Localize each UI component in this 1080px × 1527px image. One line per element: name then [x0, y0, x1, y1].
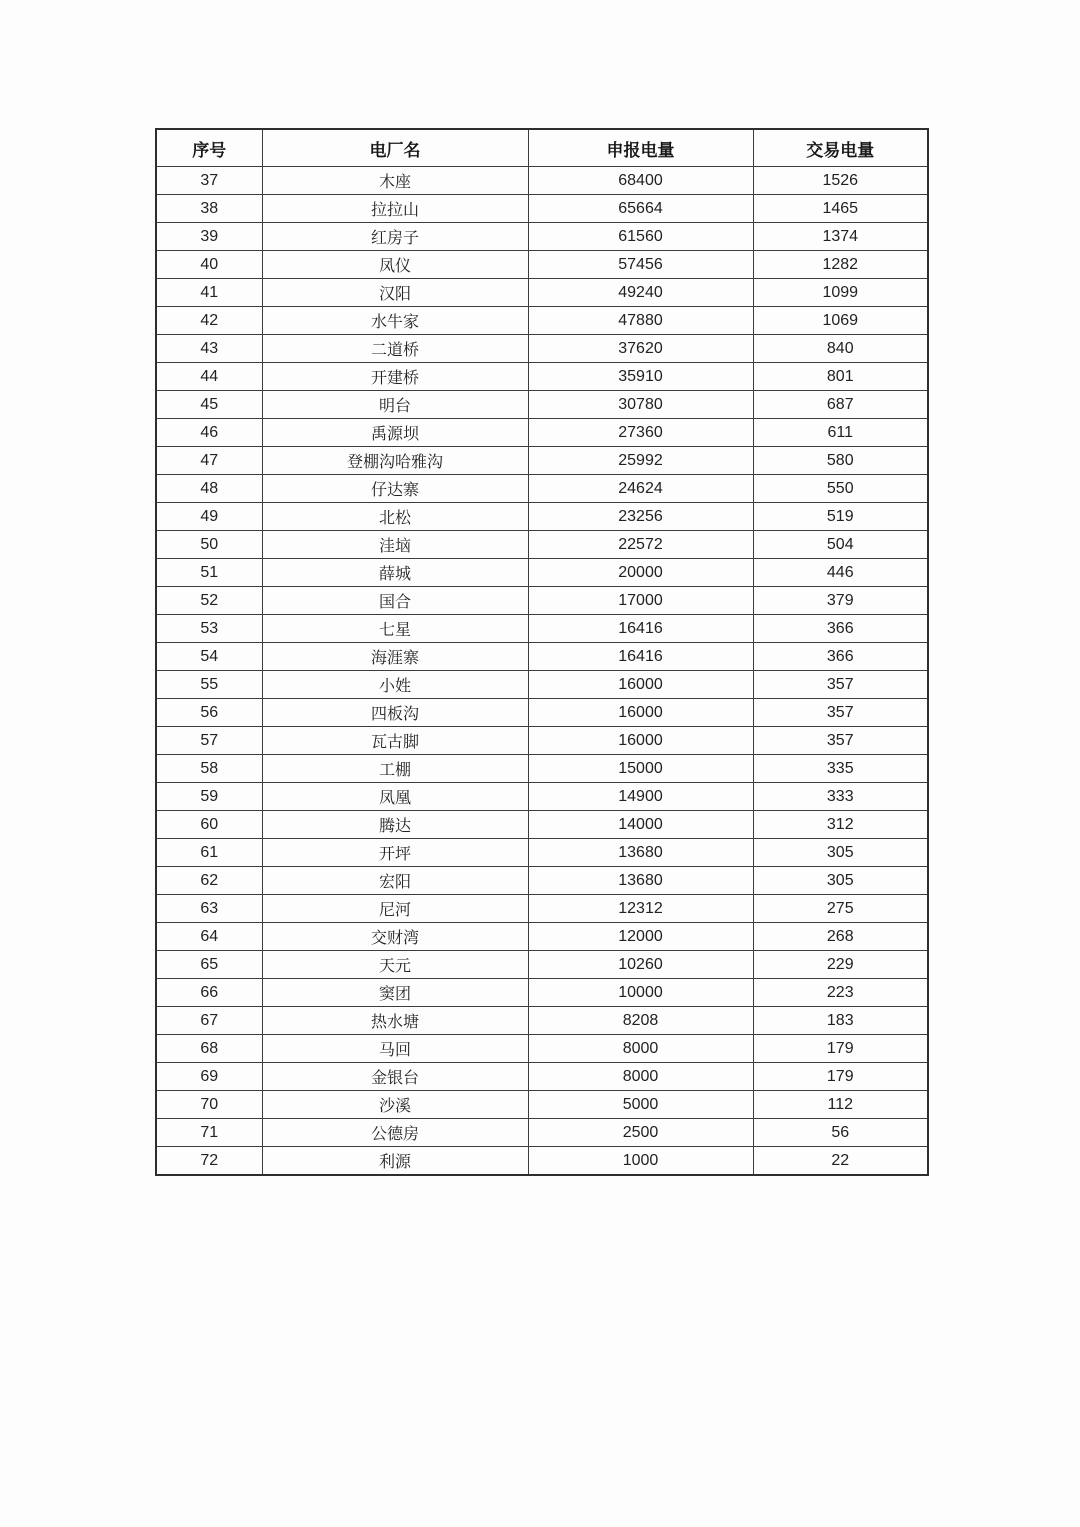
table-row	[156, 727, 928, 755]
cell-plant-name: 瓦古脚	[262, 727, 528, 755]
cell-seq: 59	[156, 783, 262, 811]
cell-plant-name: 凤凰	[262, 783, 528, 811]
cell-plant-name: 宏阳	[262, 867, 528, 895]
cell-traded-volume: 183	[753, 1007, 928, 1035]
table-body	[156, 167, 928, 1176]
cell-plant-name: 交财湾	[262, 923, 528, 951]
cell-declared-volume: 10000	[528, 979, 753, 1007]
table-row	[156, 223, 928, 251]
cell-traded-volume: 333	[753, 783, 928, 811]
table-row	[156, 363, 928, 391]
cell-plant-name: 水牛家	[262, 307, 528, 335]
table-row	[156, 503, 928, 531]
cell-plant-name: 公德房	[262, 1119, 528, 1147]
cell-plant-name: 国合	[262, 587, 528, 615]
cell-seq: 47	[156, 447, 262, 475]
cell-seq: 54	[156, 643, 262, 671]
table-row	[156, 951, 928, 979]
table-row	[156, 755, 928, 783]
cell-seq: 62	[156, 867, 262, 895]
cell-seq: 63	[156, 895, 262, 923]
cell-seq: 72	[156, 1147, 262, 1176]
cell-traded-volume: 1526	[753, 167, 928, 195]
table-row	[156, 1091, 928, 1119]
cell-declared-volume: 24624	[528, 475, 753, 503]
cell-plant-name: 北松	[262, 503, 528, 531]
cell-traded-volume: 229	[753, 951, 928, 979]
cell-declared-volume: 16000	[528, 699, 753, 727]
cell-traded-volume: 687	[753, 391, 928, 419]
cell-traded-volume: 1069	[753, 307, 928, 335]
table-row	[156, 335, 928, 363]
cell-traded-volume: 22	[753, 1147, 928, 1176]
cell-declared-volume: 8000	[528, 1063, 753, 1091]
table-row	[156, 671, 928, 699]
cell-traded-volume: 357	[753, 699, 928, 727]
cell-plant-name: 开坪	[262, 839, 528, 867]
table-row	[156, 1063, 928, 1091]
cell-traded-volume: 56	[753, 1119, 928, 1147]
cell-declared-volume: 13680	[528, 867, 753, 895]
cell-plant-name: 尼河	[262, 895, 528, 923]
cell-plant-name: 利源	[262, 1147, 528, 1176]
cell-traded-volume: 611	[753, 419, 928, 447]
cell-plant-name: 汉阳	[262, 279, 528, 307]
table-row	[156, 699, 928, 727]
cell-declared-volume: 25992	[528, 447, 753, 475]
cell-seq: 38	[156, 195, 262, 223]
cell-seq: 55	[156, 671, 262, 699]
cell-seq: 52	[156, 587, 262, 615]
cell-declared-volume: 35910	[528, 363, 753, 391]
cell-seq: 39	[156, 223, 262, 251]
cell-traded-volume: 357	[753, 727, 928, 755]
table-row	[156, 839, 928, 867]
table-row	[156, 195, 928, 223]
cell-traded-volume: 840	[753, 335, 928, 363]
cell-plant-name: 登棚沟哈雅沟	[262, 447, 528, 475]
cell-declared-volume: 30780	[528, 391, 753, 419]
cell-traded-volume: 275	[753, 895, 928, 923]
cell-plant-name: 凤仪	[262, 251, 528, 279]
cell-traded-volume: 366	[753, 643, 928, 671]
cell-traded-volume: 223	[753, 979, 928, 1007]
table-row	[156, 923, 928, 951]
cell-seq: 57	[156, 727, 262, 755]
cell-seq: 49	[156, 503, 262, 531]
cell-declared-volume: 10260	[528, 951, 753, 979]
cell-traded-volume: 519	[753, 503, 928, 531]
cell-plant-name: 小姓	[262, 671, 528, 699]
table-row	[156, 391, 928, 419]
table-row	[156, 531, 928, 559]
cell-declared-volume: 16000	[528, 727, 753, 755]
col-header-declared-volume: 申报电量	[528, 129, 753, 167]
table-row	[156, 1119, 928, 1147]
cell-plant-name: 热水塘	[262, 1007, 528, 1035]
table-row	[156, 167, 928, 195]
cell-declared-volume: 15000	[528, 755, 753, 783]
cell-declared-volume: 17000	[528, 587, 753, 615]
cell-seq: 51	[156, 559, 262, 587]
cell-declared-volume: 12000	[528, 923, 753, 951]
cell-plant-name: 马回	[262, 1035, 528, 1063]
cell-traded-volume: 305	[753, 839, 928, 867]
header-row	[156, 129, 928, 167]
cell-plant-name: 窦团	[262, 979, 528, 1007]
table-row	[156, 615, 928, 643]
cell-traded-volume: 179	[753, 1035, 928, 1063]
cell-traded-volume: 801	[753, 363, 928, 391]
cell-seq: 65	[156, 951, 262, 979]
cell-seq: 69	[156, 1063, 262, 1091]
cell-seq: 67	[156, 1007, 262, 1035]
col-header-seq: 序号	[156, 129, 262, 167]
cell-declared-volume: 23256	[528, 503, 753, 531]
cell-declared-volume: 68400	[528, 167, 753, 195]
cell-traded-volume: 312	[753, 811, 928, 839]
cell-plant-name: 薛城	[262, 559, 528, 587]
cell-declared-volume: 37620	[528, 335, 753, 363]
cell-seq: 61	[156, 839, 262, 867]
cell-seq: 48	[156, 475, 262, 503]
cell-traded-volume: 335	[753, 755, 928, 783]
cell-seq: 45	[156, 391, 262, 419]
col-header-traded-volume: 交易电量	[753, 129, 928, 167]
table-row	[156, 587, 928, 615]
cell-seq: 44	[156, 363, 262, 391]
cell-traded-volume: 366	[753, 615, 928, 643]
cell-plant-name: 禹源坝	[262, 419, 528, 447]
table-row	[156, 643, 928, 671]
cell-plant-name: 二道桥	[262, 335, 528, 363]
table-row	[156, 979, 928, 1007]
power-plant-table	[155, 128, 929, 1176]
cell-traded-volume: 550	[753, 475, 928, 503]
cell-seq: 40	[156, 251, 262, 279]
table-row	[156, 251, 928, 279]
cell-declared-volume: 14900	[528, 783, 753, 811]
cell-declared-volume: 27360	[528, 419, 753, 447]
cell-seq: 56	[156, 699, 262, 727]
cell-declared-volume: 20000	[528, 559, 753, 587]
cell-seq: 58	[156, 755, 262, 783]
table-row	[156, 559, 928, 587]
cell-declared-volume: 57456	[528, 251, 753, 279]
table-row	[156, 1147, 928, 1176]
cell-plant-name: 四板沟	[262, 699, 528, 727]
cell-declared-volume: 12312	[528, 895, 753, 923]
cell-seq: 42	[156, 307, 262, 335]
col-header-plant-name: 电厂名	[262, 129, 528, 167]
cell-traded-volume: 504	[753, 531, 928, 559]
table-row	[156, 1007, 928, 1035]
cell-seq: 64	[156, 923, 262, 951]
cell-plant-name: 工棚	[262, 755, 528, 783]
cell-declared-volume: 5000	[528, 1091, 753, 1119]
cell-declared-volume: 14000	[528, 811, 753, 839]
cell-plant-name: 木座	[262, 167, 528, 195]
cell-traded-volume: 580	[753, 447, 928, 475]
cell-seq: 68	[156, 1035, 262, 1063]
cell-seq: 50	[156, 531, 262, 559]
cell-plant-name: 腾达	[262, 811, 528, 839]
table-header-row	[156, 129, 928, 167]
table-row	[156, 1035, 928, 1063]
cell-seq: 70	[156, 1091, 262, 1119]
cell-traded-volume: 1465	[753, 195, 928, 223]
cell-traded-volume: 1374	[753, 223, 928, 251]
cell-plant-name: 拉拉山	[262, 195, 528, 223]
cell-seq: 41	[156, 279, 262, 307]
cell-traded-volume: 379	[753, 587, 928, 615]
cell-plant-name: 沙溪	[262, 1091, 528, 1119]
cell-plant-name: 金银台	[262, 1063, 528, 1091]
cell-seq: 53	[156, 615, 262, 643]
table-row	[156, 783, 928, 811]
cell-seq: 66	[156, 979, 262, 1007]
cell-traded-volume: 179	[753, 1063, 928, 1091]
table-row	[156, 419, 928, 447]
cell-declared-volume: 16416	[528, 615, 753, 643]
cell-declared-volume: 16416	[528, 643, 753, 671]
table-row	[156, 447, 928, 475]
cell-declared-volume: 8208	[528, 1007, 753, 1035]
table-row	[156, 475, 928, 503]
cell-declared-volume: 49240	[528, 279, 753, 307]
cell-declared-volume: 47880	[528, 307, 753, 335]
cell-plant-name: 开建桥	[262, 363, 528, 391]
cell-declared-volume: 61560	[528, 223, 753, 251]
cell-traded-volume: 305	[753, 867, 928, 895]
cell-seq: 71	[156, 1119, 262, 1147]
cell-traded-volume: 112	[753, 1091, 928, 1119]
cell-declared-volume: 22572	[528, 531, 753, 559]
cell-declared-volume: 65664	[528, 195, 753, 223]
cell-plant-name: 明台	[262, 391, 528, 419]
cell-traded-volume: 446	[753, 559, 928, 587]
cell-seq: 46	[156, 419, 262, 447]
cell-declared-volume: 1000	[528, 1147, 753, 1176]
cell-declared-volume: 8000	[528, 1035, 753, 1063]
cell-declared-volume: 13680	[528, 839, 753, 867]
table-row	[156, 867, 928, 895]
cell-plant-name: 仔达寨	[262, 475, 528, 503]
table-row	[156, 811, 928, 839]
cell-declared-volume: 2500	[528, 1119, 753, 1147]
cell-declared-volume: 16000	[528, 671, 753, 699]
cell-traded-volume: 1099	[753, 279, 928, 307]
table-row	[156, 895, 928, 923]
cell-plant-name: 红房子	[262, 223, 528, 251]
cell-plant-name: 洼垴	[262, 531, 528, 559]
table-row	[156, 279, 928, 307]
cell-plant-name: 天元	[262, 951, 528, 979]
cell-seq: 43	[156, 335, 262, 363]
cell-traded-volume: 268	[753, 923, 928, 951]
cell-plant-name: 海涯寨	[262, 643, 528, 671]
cell-traded-volume: 1282	[753, 251, 928, 279]
cell-seq: 60	[156, 811, 262, 839]
cell-plant-name: 七星	[262, 615, 528, 643]
table-row	[156, 307, 928, 335]
cell-seq: 37	[156, 167, 262, 195]
cell-traded-volume: 357	[753, 671, 928, 699]
